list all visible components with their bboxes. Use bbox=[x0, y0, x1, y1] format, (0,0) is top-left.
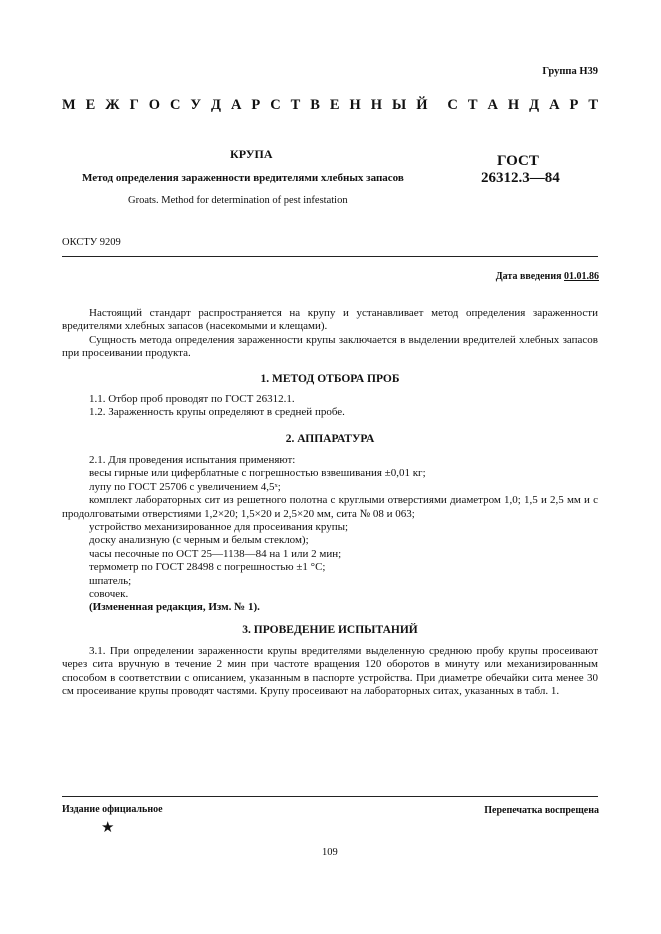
introduction-date bbox=[496, 271, 599, 282]
interstate-standard-banner bbox=[62, 97, 598, 114]
equipment-item: доску анализную (с черным и белым стеклом); bbox=[89, 534, 309, 547]
banner-letter: Т bbox=[467, 97, 478, 113]
equipment-item: устройство механизированное для просеивания крупы; bbox=[89, 521, 349, 534]
banner-letter: М bbox=[62, 97, 76, 113]
intro-date-value: 01.01.86 bbox=[564, 271, 599, 282]
banner-letter: Ж bbox=[105, 97, 120, 113]
section-3-body bbox=[62, 645, 598, 699]
reprint-prohibited: Перепечатка воспрещена bbox=[484, 805, 599, 816]
equipment-item: комплект лабораторных сит из решетного полотна с круглыми отверстиями диаметром 1,0; 1,5 и 2,5 мм и с продолговатыми отверстиями 1,2×20; 1,5×20 и 2,5×20 мм, сита № 08 и 063; bbox=[62, 494, 598, 520]
clause-3-1: 3.1. При определении зараженности крупы вредителями выделенную среднюю пробу крупы просеивают через сита вручную в течение 2 мин при частоте вращения 120 оборотов в минуту или механизированным способом в соответствии с описанием, указанным в паспорте устройства. При диаметре обечайки сита менее 30 см просеивание крупы проводят частями. Крупу просеивают на лабораторных ситах, указанных в табл. 1. bbox=[62, 645, 598, 698]
banner-letter: Г bbox=[129, 97, 139, 113]
banner-letter: Р bbox=[569, 97, 579, 113]
section-3 bbox=[62, 624, 598, 637]
equipment-item: лупу по ГОСТ 25706 с увеличением 4,5ˣ; bbox=[89, 480, 281, 493]
equipment-item: весы гирные или циферблатные с погрешностью взвешивания ±0,01 кг; bbox=[89, 467, 426, 480]
banner-letter: Й bbox=[416, 97, 428, 113]
section-2-body bbox=[62, 454, 598, 615]
intro-section bbox=[62, 307, 598, 361]
banner-letter: А bbox=[549, 97, 560, 113]
banner-letter: У bbox=[190, 97, 202, 113]
clause-1-2: 1.2. Зараженность крупы определяют в средней пробе. bbox=[89, 406, 345, 419]
document-title: КРУПА bbox=[230, 147, 273, 161]
banner-letter: Е bbox=[329, 97, 340, 113]
document-subtitle: Метод определения зараженности вредителями хлебных запасов bbox=[82, 172, 404, 184]
section-2 bbox=[62, 433, 598, 446]
english-title: Groats. Method for determination of pest infestation bbox=[128, 195, 348, 206]
banner-letter: С bbox=[169, 97, 181, 113]
equipment-item: часы песочные по ОСТ 25—1138—84 на 1 или 2 мин; bbox=[89, 547, 342, 560]
section-1-body bbox=[62, 393, 598, 420]
banner-letter: В bbox=[310, 97, 320, 113]
banner-letter: Т bbox=[588, 97, 598, 113]
section-1-heading: 1. МЕТОД ОТБОРА ПРОБ bbox=[260, 373, 400, 385]
banner-letter: Р bbox=[251, 97, 261, 113]
banner-letter: Д bbox=[211, 97, 222, 113]
group-code: Группа Н39 bbox=[542, 66, 598, 77]
banner-letter: А bbox=[487, 97, 498, 113]
banner-letter: С bbox=[447, 97, 458, 113]
equipment-item: совочек. bbox=[89, 588, 129, 601]
equipment-item: шпатель; bbox=[89, 574, 132, 587]
gost-label: ГОСТ bbox=[497, 153, 539, 169]
banner-letter: Т bbox=[290, 97, 301, 113]
clause-2-1: 2.1. Для проведения испытания применяют: bbox=[89, 454, 296, 466]
section-2-heading: 2. АППАРАТУРА bbox=[285, 433, 375, 445]
star-icon: ★ bbox=[101, 820, 115, 836]
banner-letter: С bbox=[270, 97, 281, 113]
official-edition: Издание официальное bbox=[62, 804, 163, 815]
section-1 bbox=[62, 373, 598, 386]
clause-1-1: 1.1. Отбор проб проводят по ГОСТ 26312.1. bbox=[89, 393, 295, 405]
banner-letter: О bbox=[148, 97, 161, 113]
banner-letter: Д bbox=[529, 97, 540, 113]
section-3-heading: 3. ПРОВЕДЕНИЕ ИСПЫТАНИЙ bbox=[242, 624, 418, 636]
page-number: 109 bbox=[322, 847, 338, 858]
gost-number: 26312.3—84 bbox=[481, 170, 560, 186]
intro-date-label: Дата введения bbox=[495, 271, 562, 282]
intro-paragraph-essence: Сущность метода определения зараженности крупы заключается в выделении вредителей хлебных запасов при просеивании продукта. bbox=[62, 333, 598, 360]
equipment-item: термометр по ГОСТ 28498 с погрешностью ±1 °С; bbox=[89, 561, 326, 574]
banner-letter: Н bbox=[370, 97, 383, 113]
banner-letter: Е bbox=[85, 97, 96, 113]
banner-letter: А bbox=[230, 97, 242, 113]
banner-letter: Ы bbox=[392, 97, 407, 113]
intro-paragraph-scope: Настоящий стандарт распространяется на крупу и устанавливает метод определения зараженности вредителями хлебных запасов (насекомыми и клещами). bbox=[62, 307, 598, 333]
okstu-code: ОКСТУ 9209 bbox=[62, 237, 121, 248]
banner-letter: Н bbox=[349, 97, 361, 113]
footer-divider bbox=[62, 796, 598, 797]
banner-letter: Н bbox=[507, 97, 520, 113]
amendment-note: (Измененная редакция, Изм. № 1). bbox=[89, 601, 260, 614]
header-divider bbox=[62, 256, 598, 257]
